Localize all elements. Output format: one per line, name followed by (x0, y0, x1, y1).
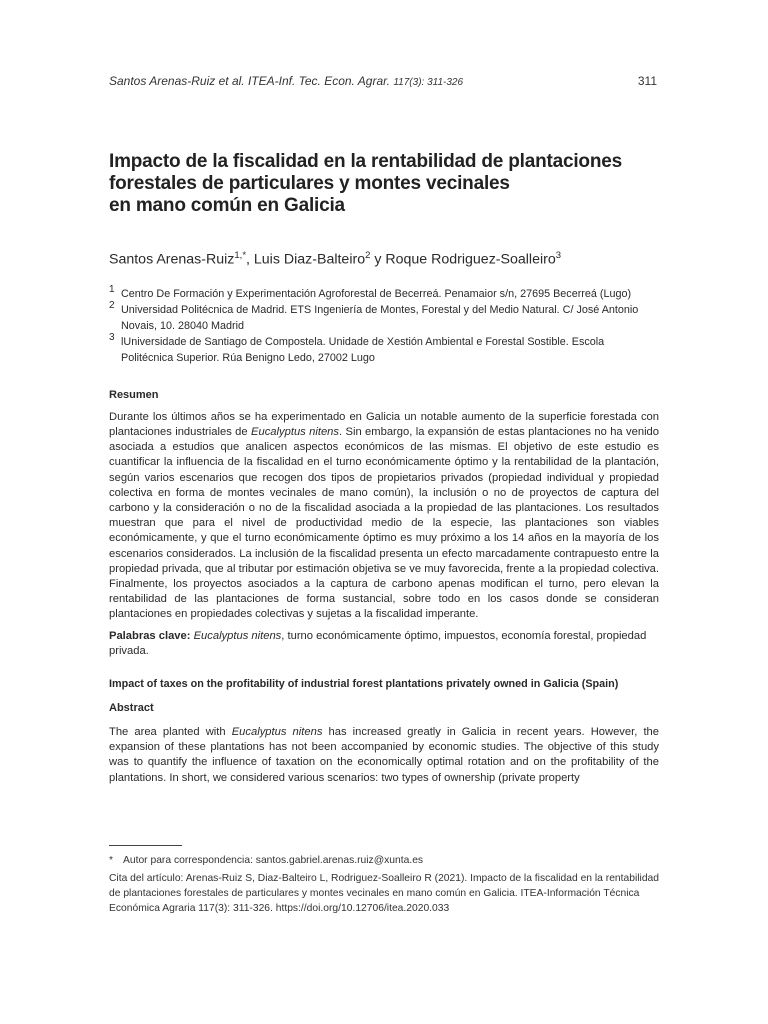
footnote-marker: * (109, 855, 114, 866)
abstract-heading: Abstract (109, 701, 154, 714)
article-title (109, 151, 659, 217)
affiliation-number: 1 (109, 283, 115, 295)
affiliation-text: lUniversidade de Santiago de Compostela. Unidade de Xestión Ambiental e Forestal Sostible. Escola Politécnica Superior. Rúa Benigno Ledo, 27002 Lugo (121, 335, 605, 364)
abstract-text-part: has increased greatly in Galicia in recent years. However, the expansion of these plantations has not been accompanied by economic studies. The objective of this study was to quantify the influence of taxation on the economically optimal rotation and on the profitability of the plantations. In short, we considered various scenarios: two types of ownership (private property (109, 725, 660, 784)
resumen-text (109, 410, 659, 623)
author-name: Roque Rodriguez-Soalleiro (385, 251, 556, 268)
main-content (109, 151, 659, 786)
affiliation-number: 2 (109, 299, 115, 311)
abstract-text (109, 725, 659, 786)
running-header (109, 74, 657, 88)
affiliation-number: 3 (109, 331, 115, 343)
footnotes (109, 853, 669, 916)
resumen-text-part: Durante los últimos años se ha experimentado en Galicia un notable aumento de la superficie forestada con plantaciones industriales de (109, 410, 659, 438)
species-name: Eucalyptus nitens (251, 425, 339, 438)
english-title: Impact of taxes on the profitability of industrial forest plantations privately owned in Galicia (Spain) (109, 677, 619, 690)
page-number: 311 (637, 74, 657, 88)
author-list (109, 250, 659, 268)
footnote-divider (109, 845, 182, 846)
affiliation-item (109, 299, 659, 334)
title-line: forestales de particulares y montes vecinales (109, 173, 510, 194)
keywords (109, 629, 659, 659)
resumen-text-part: . Sin embargo, la expansión de estas plantaciones no ha venido asociada a estudios que analicen aspectos económicos de las mismas. El objetivo de este estudio es cuantificar la influencia de la fiscalidad en el turno económicamente óptimo y la rentabilidad de la plantación, según varios escenarios que recogen dos tipos de propietarios privados (propiedad individual y propiedad colectiva en forma de montes vecinales de mano común), la inclusión o no de proyectos de captura del carbono y la consideración o no de la fiscalidad asociada a la propiedad de las plantaciones. Los resultados muestran que para el nivel de productividad medio de la especie, las plantaciones son viables económicamente, y que el turno económicamente óptimo es muy próximo a los 14 años en la mayoría de los escenarios considerados. La inclusión de la fiscalidad presenta un efecto marcadamente contrapuesto entre la propiedad privada, que al tributar por estimación objetiva se ve muy favorecida, frente a la propiedad colectiva. Finalmente, los proyectos asociados a la captura de carbono apenas modifican el turno, pero elevan la rentabilidad de las plantaciones de forma sustancial, sobre todo en los casos donde se consideran plantaciones en propiedades colectivas y sujetas a la fiscalidad imperante. (109, 425, 659, 621)
author-separator: , (246, 251, 254, 268)
journal-citation: Santos Arenas-Ruiz et al. ITEA-Inf. Tec. Econ. Agrar. (109, 74, 391, 88)
author-name: Luis Diaz-Balteiro (253, 251, 366, 268)
title-line: Impacto de la fiscalidad en la rentabilidad de plantaciones (109, 151, 622, 172)
title-line: en mano común en Galicia (109, 195, 345, 216)
affiliation-item (109, 283, 659, 302)
author-name: Santos Arenas-Ruiz (109, 251, 235, 268)
keywords-label: Palabras clave: (109, 629, 191, 642)
citation-note: Cita del artículo: Arenas-Ruiz S, Diaz-Balteiro L, Rodriguez-Soalleiro R (2021). Impacto de la fiscalidad en la rentabilidad de plantaciones forestales de particulares y montes vecinales en mano común en Galicia. ITEA-Información Técnica Económica Agraria 117(3): 311-326. https://doi.org/10.12706/itea.2020.033 (109, 873, 660, 914)
author-affiliation-mark: 1,* (234, 250, 247, 261)
species-name: Eucalyptus nitens (231, 725, 323, 738)
author-affiliation-mark: 2 (365, 250, 371, 261)
resumen-heading: Resumen (109, 388, 159, 401)
abstract-text-part: The area planted with (109, 725, 232, 738)
species-name: Eucalyptus nitens (193, 629, 282, 642)
affiliation-text: Centro De Formación y Experimentación Agroforestal de Becerreá. Penamaior s/n, 27695 Becerreá (Lugo) (121, 287, 632, 300)
affiliations (109, 283, 659, 366)
author-separator: y (370, 251, 386, 268)
author-affiliation-mark: 3 (555, 250, 562, 261)
affiliation-text: Universidad Politécnica de Madrid. ETS Ingeniería de Montes, Forestal y del Medio Natural. C/ José Antonio Novais, 10. 28040 Madrid (121, 303, 639, 332)
keywords-text: , turno económicamente óptimo, impuestos, economía forestal, propiedad privada. (109, 629, 647, 657)
correspondence-text: Autor para correspondencia: santos.gabriel.arenas.ruiz@xunta.es (123, 855, 424, 866)
correspondence-note (109, 853, 669, 868)
affiliation-item (109, 331, 659, 366)
issue-pages: 117(3): 311-326 (393, 77, 464, 88)
